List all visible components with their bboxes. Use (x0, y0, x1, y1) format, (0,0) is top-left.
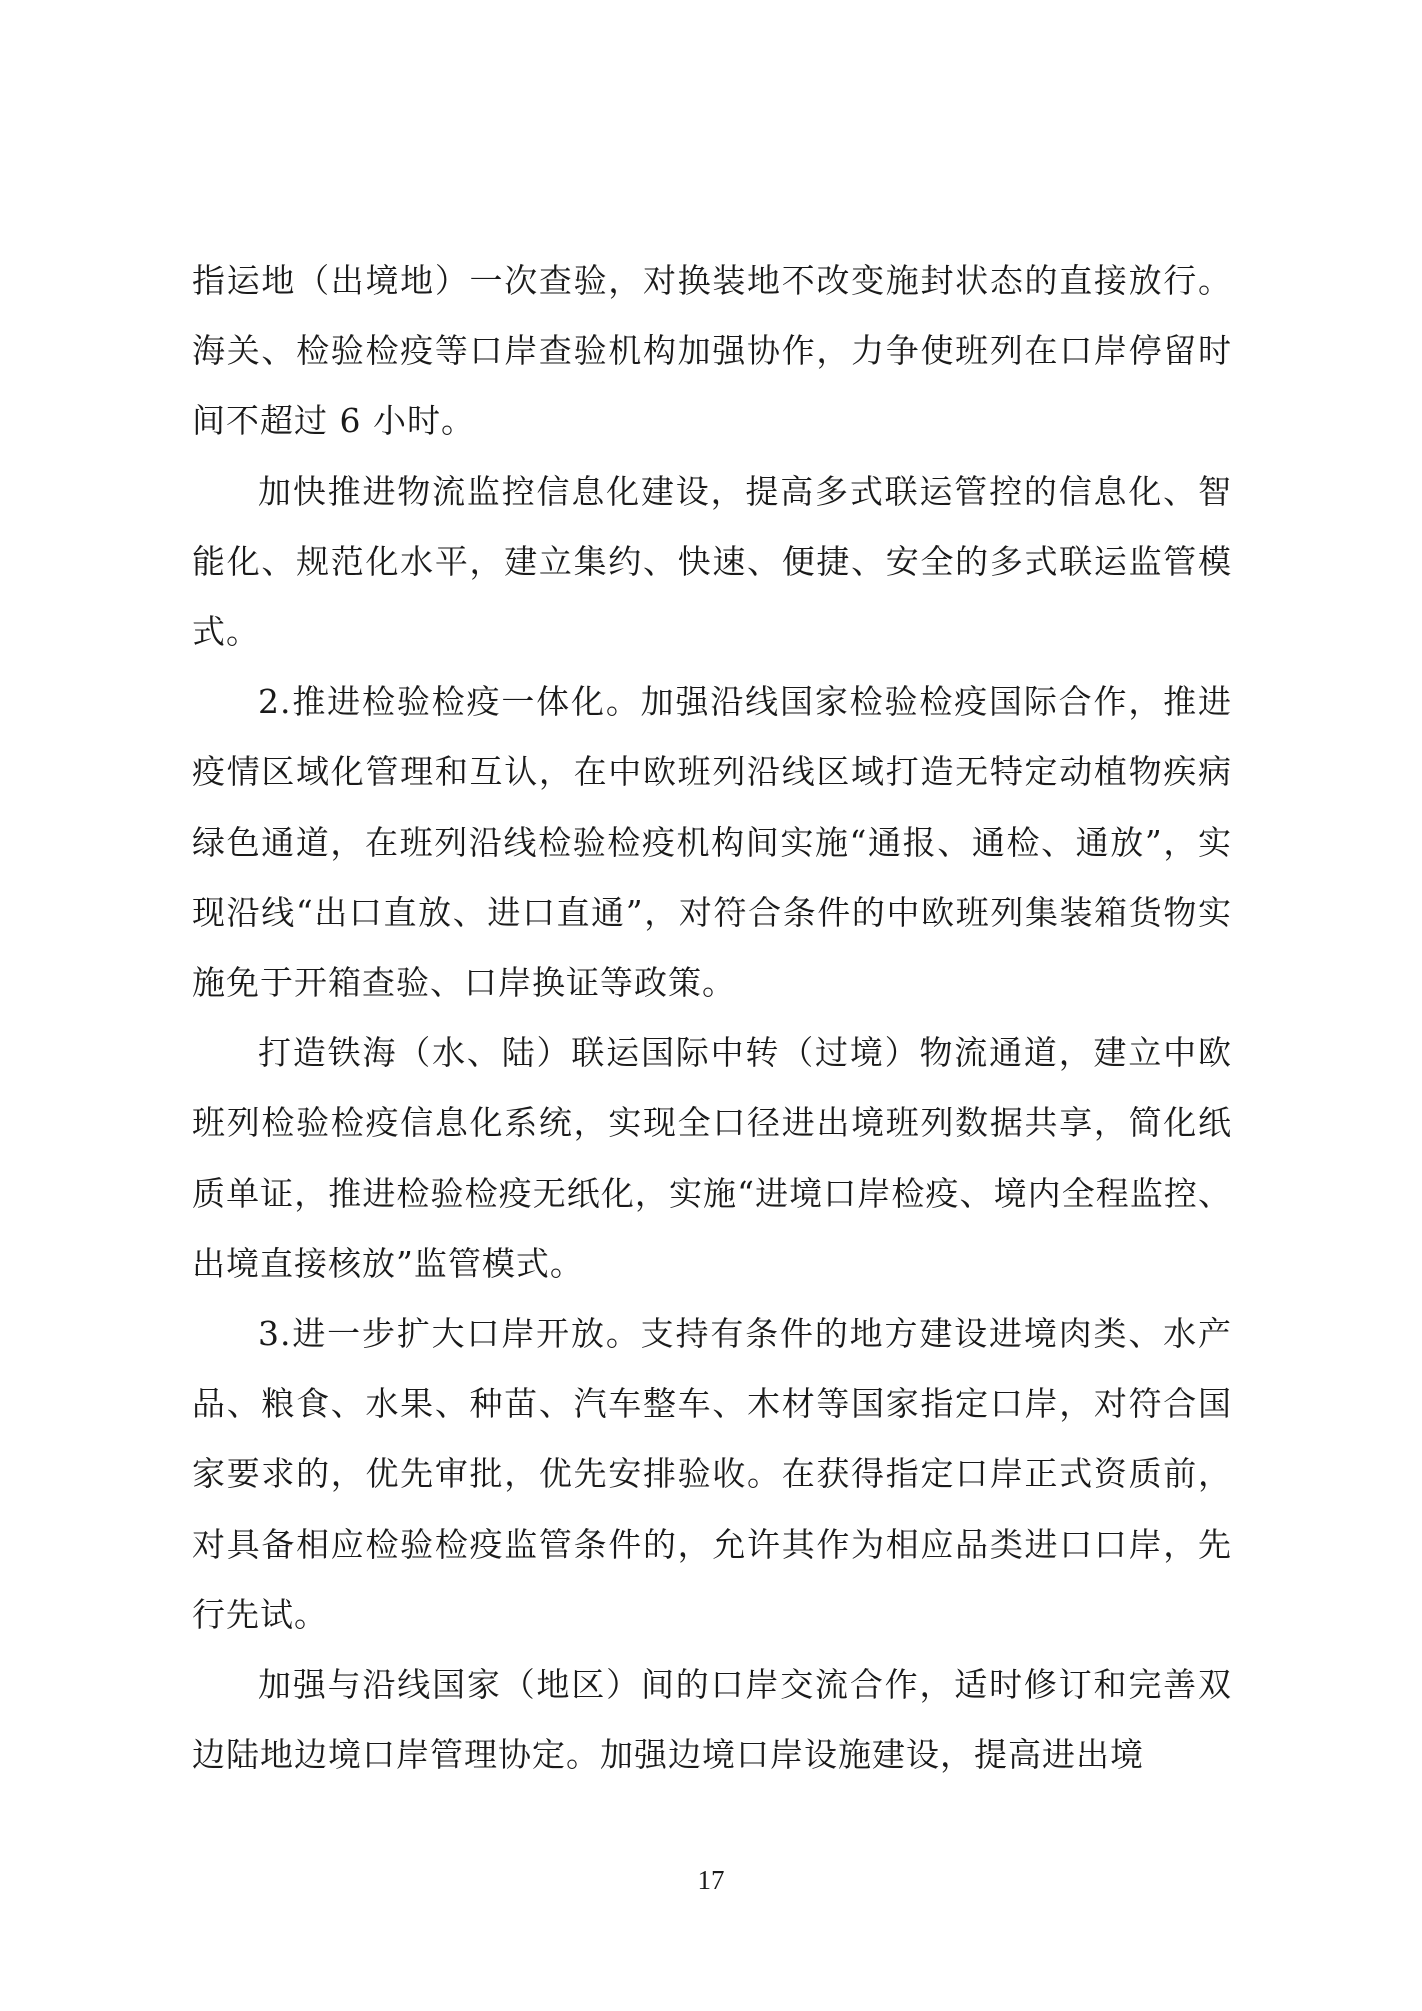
paragraph-port-cooperation: 加强与沿线国家（地区）间的口岸交流合作，适时修订和完善双边陆地边境口岸管理协定。加强边境口岸设施建设，提高进出境 (192, 1665, 1232, 1775)
body-text (192, 246, 1232, 1790)
page-number: 17 (697, 1865, 725, 1895)
paragraph-continuation: 指运地（出境地）一次查验，对换装地不改变施封状态的直接放行。海关、检验检疫等口岸查验机构加强协作，力争使班列在口岸停留时间不超过 6 小时。 (192, 261, 1232, 441)
paragraph-transit-channel: 打造铁海（水、陆）联运国际中转（过境）物流通道，建立中欧班列检验检疫信息化系统，实现全口径进出境班列数据共享，简化纸质单证，推进检验检疫无纸化，实施“进境口岸检疫、境内全程监控、出境直接核放”监管模式。 (192, 1033, 1232, 1283)
paragraph-inspection-integration: 2.推进检验检疫一体化。加强沿线国家检验检疫国际合作，推进疫情区域化管理和互认，在中欧班列沿线区域打造无特定动植物疾病绿色通道，在班列沿线检验检疫机构间实施“通报、通检、通放”，实现沿线“出口直放、进口直通”，对符合条件的中欧班列集装箱货物实施免于开箱查验、口岸换证等政策。 (192, 682, 1232, 1003)
paragraph-port-opening: 3.进一步扩大口岸开放。支持有条件的地方建设进境肉类、水产品、粮食、水果、种苗、汽车整车、木材等国家指定口岸，对符合国家要求的，优先审批，优先安排验收。在获得指定口岸正式资质前，对具备相应检验检疫监管条件的，允许其作为相应品类进口口岸，先行先试。 (192, 1314, 1232, 1634)
paragraph-logistics-monitoring: 加快推进物流监控信息化建设，提高多式联运管控的信息化、智能化、规范化水平，建立集约、快速、便捷、安全的多式联运监管模式。 (192, 471, 1232, 652)
